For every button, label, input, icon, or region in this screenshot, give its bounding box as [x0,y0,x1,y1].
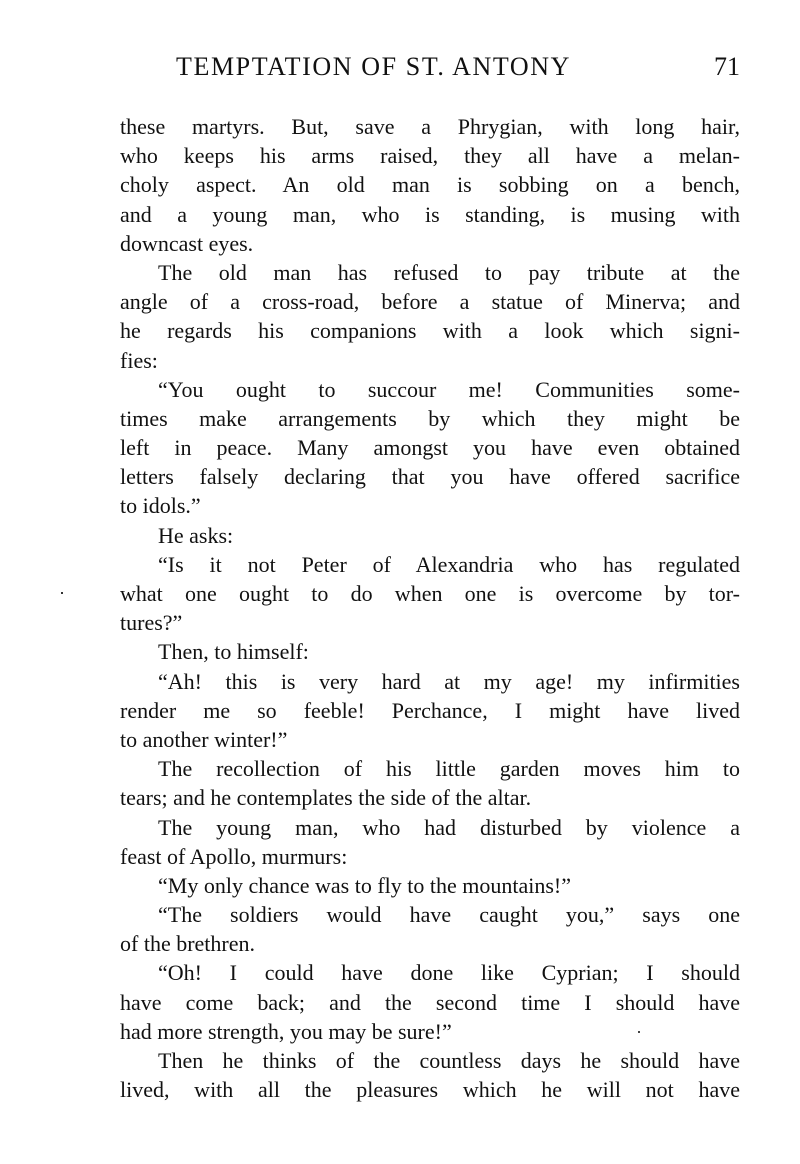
running-title: TEMPTATION OF ST. ANTONY [176,52,572,81]
text-line: He asks: [158,522,234,548]
margin-speck [61,592,63,594]
running-header [176,52,740,88]
text-line: render me so feeble! Perchance, I might have lived [120,697,740,723]
text-line: angle of a cross-road, before a statue of Minerva; and [120,289,740,315]
text-line: “My only chance was to fly to the mountains!” [158,872,572,898]
text-line: what one ought to do when one is overcome by tor- [120,581,740,606]
text-line: “Is it not Peter of Alexandria who has regulated [158,551,740,577]
text-line: had more strength, you may be sure!” [120,1018,452,1044]
text-line: “Ah! this is very hard at my age! my infirmities [158,668,740,694]
text-line: tures?” [120,610,183,636]
text-line: downcast eyes. [120,230,254,256]
text-line: to another winter!” [120,726,288,752]
text-line: choly aspect. An old man is sobbing on a bench, [120,172,740,198]
text-line: lived, with all the pleasures which he will not have [120,1077,740,1103]
ink-speck [638,1031,640,1033]
text-line: “The soldiers would have caught you,” says one [158,902,740,928]
text-line: these martyrs. But, save a Phrygian, with long hair, [120,114,740,139]
text-line: of the brethren. [120,931,255,957]
text-line: left in peace. Many amongst you have even obtained [120,435,740,461]
text-line: letters falsely declaring that you have offered sacrifice [120,464,740,490]
text-line: “Oh! I could have done like Cyprian; I should [158,960,740,986]
text-line: to idols.” [120,493,201,519]
text-line: The recollection of his little garden moves him to [158,756,740,782]
text-line: Then he thinks of the countless days he should have [158,1048,740,1073]
text-line: and a young man, who is standing, is musing with [120,201,740,227]
text-line: have come back; and the second time I should have [120,989,740,1015]
text-line: “You ought to succour me! Communities some- [158,376,740,402]
text-line: he regards his companions with a look which signi- [120,318,740,344]
text-line: fies: [120,347,158,373]
text-line: feast of Apollo, murmurs: [120,843,348,869]
text-line: The old man has refused to pay tribute at the [158,259,740,285]
text-line: who keeps his arms raised, they all have a melan- [120,143,740,169]
text-line: times make arrangements by which they might be [120,405,740,431]
page-body-text [120,112,740,1104]
page-number: 71 [714,52,740,81]
text-line: The young man, who had disturbed by violence a [158,814,740,840]
text-line: tears; and he contemplates the side of the altar. [120,785,532,811]
text-line: Then, to himself: [158,639,309,665]
